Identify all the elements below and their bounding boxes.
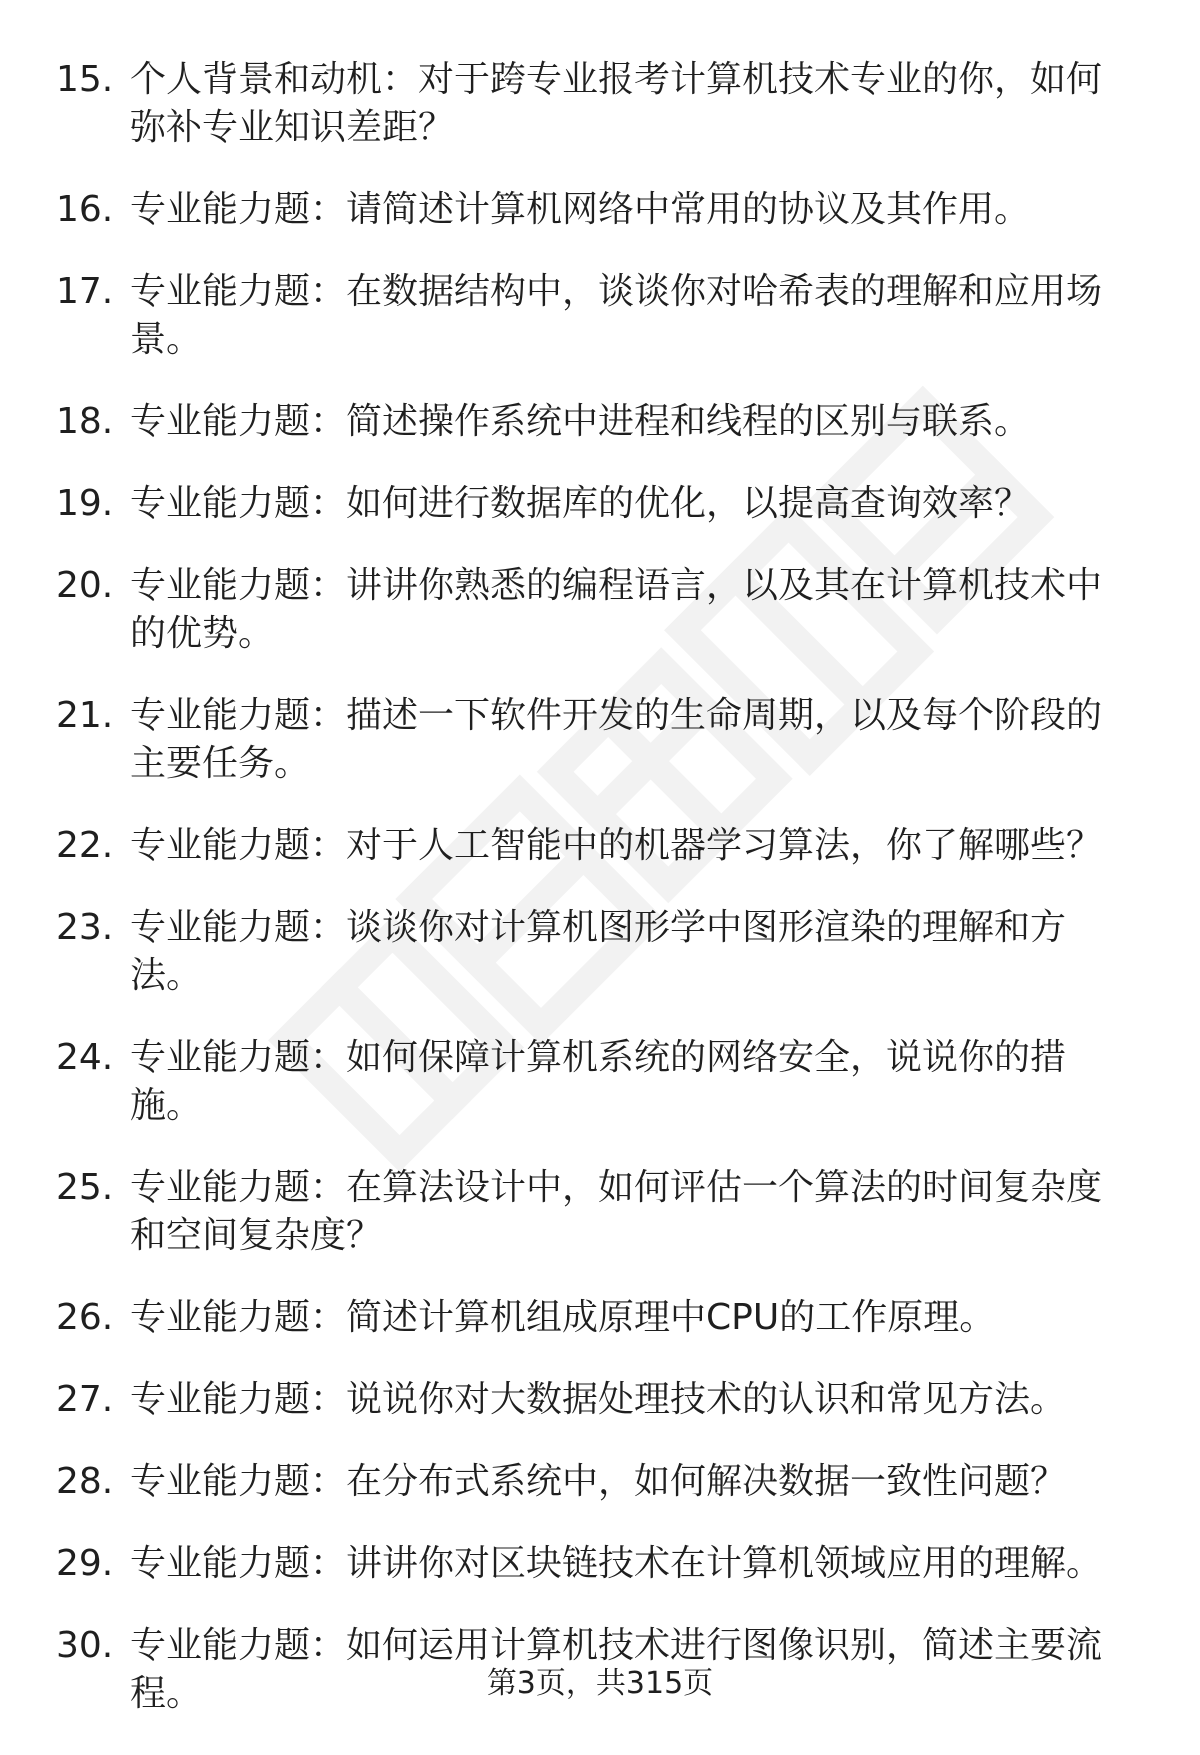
item-number: 28. — [56, 1461, 114, 1502]
item-number: 22. — [56, 825, 114, 866]
item-text: 专业能力题：如何运用计算机技术进行图像识别，简述主要流程。 — [130, 1625, 1103, 1714]
list-item — [56, 1164, 1136, 1260]
item-text: 专业能力题：如何保障计算机系统的网络安全，说说你的措施。 — [130, 1037, 1067, 1126]
item-number: 30. — [56, 1625, 114, 1666]
item-text: 专业能力题：在算法设计中，如何评估一个算法的时间复杂度和空间复杂度？ — [130, 1167, 1103, 1256]
item-number: 19. — [56, 483, 114, 524]
list-item — [56, 562, 1136, 658]
item-number: 20. — [56, 565, 114, 606]
list-item — [56, 1458, 1136, 1506]
item-text: 专业能力题：请简述计算机网络中常用的协议及其作用。 — [130, 189, 1031, 230]
item-text: 专业能力题：在分布式系统中，如何解决数据一致性问题？ — [130, 1461, 1067, 1502]
item-text: 专业能力题：描述一下软件开发的生命周期，以及每个阶段的主要任务。 — [130, 695, 1103, 784]
item-text: 专业能力题：对于人工智能中的机器学习算法，你了解哪些？ — [130, 825, 1103, 866]
list-item — [56, 1294, 1136, 1342]
question-list — [56, 56, 1136, 1752]
list-item — [56, 398, 1136, 446]
item-number: 21. — [56, 695, 114, 736]
item-number: 17. — [56, 271, 114, 312]
list-item — [56, 480, 1136, 528]
item-text: 专业能力题：谈谈你对计算机图形学中图形渲染的理解和方法。 — [130, 907, 1067, 996]
item-number: 25. — [56, 1167, 114, 1208]
list-item — [56, 186, 1136, 234]
item-number: 27. — [56, 1379, 114, 1420]
item-text: 专业能力题：如何进行数据库的优化，以提高查询效率？ — [130, 483, 1031, 524]
item-number: 24. — [56, 1037, 114, 1078]
list-item — [56, 268, 1136, 364]
item-text: 专业能力题：讲讲你熟悉的编程语言，以及其在计算机技术中的优势。 — [130, 565, 1103, 654]
item-text: 个人背景和动机：对于跨专业报考计算机技术专业的你，如何弥补专业知识差距？ — [130, 59, 1103, 148]
list-item — [56, 904, 1136, 1000]
item-text: 专业能力题：讲讲你对区块链技术在计算机领域应用的理解。 — [130, 1543, 1103, 1584]
item-text: 专业能力题：简述操作系统中进程和线程的区别与联系。 — [130, 401, 1031, 442]
item-text: 专业能力题：说说你对大数据处理技术的认识和常见方法。 — [130, 1379, 1067, 1420]
list-item — [56, 1376, 1136, 1424]
item-number: 15. — [56, 59, 114, 100]
item-text: 专业能力题：简述计算机组成原理中CPU的工作原理。 — [130, 1297, 996, 1338]
list-item — [56, 1034, 1136, 1130]
item-number: 23. — [56, 907, 114, 948]
page-footer: 第3页，共315页 — [486, 1666, 714, 1701]
item-number: 16. — [56, 189, 114, 230]
item-number: 18. — [56, 401, 114, 442]
item-text: 专业能力题：在数据结构中，谈谈你对哈希表的理解和应用场景。 — [130, 271, 1103, 360]
item-number: 26. — [56, 1297, 114, 1338]
list-item — [56, 1540, 1136, 1588]
list-item — [56, 692, 1136, 788]
list-item — [56, 822, 1136, 870]
item-number: 29. — [56, 1543, 114, 1584]
list-item — [56, 56, 1136, 152]
